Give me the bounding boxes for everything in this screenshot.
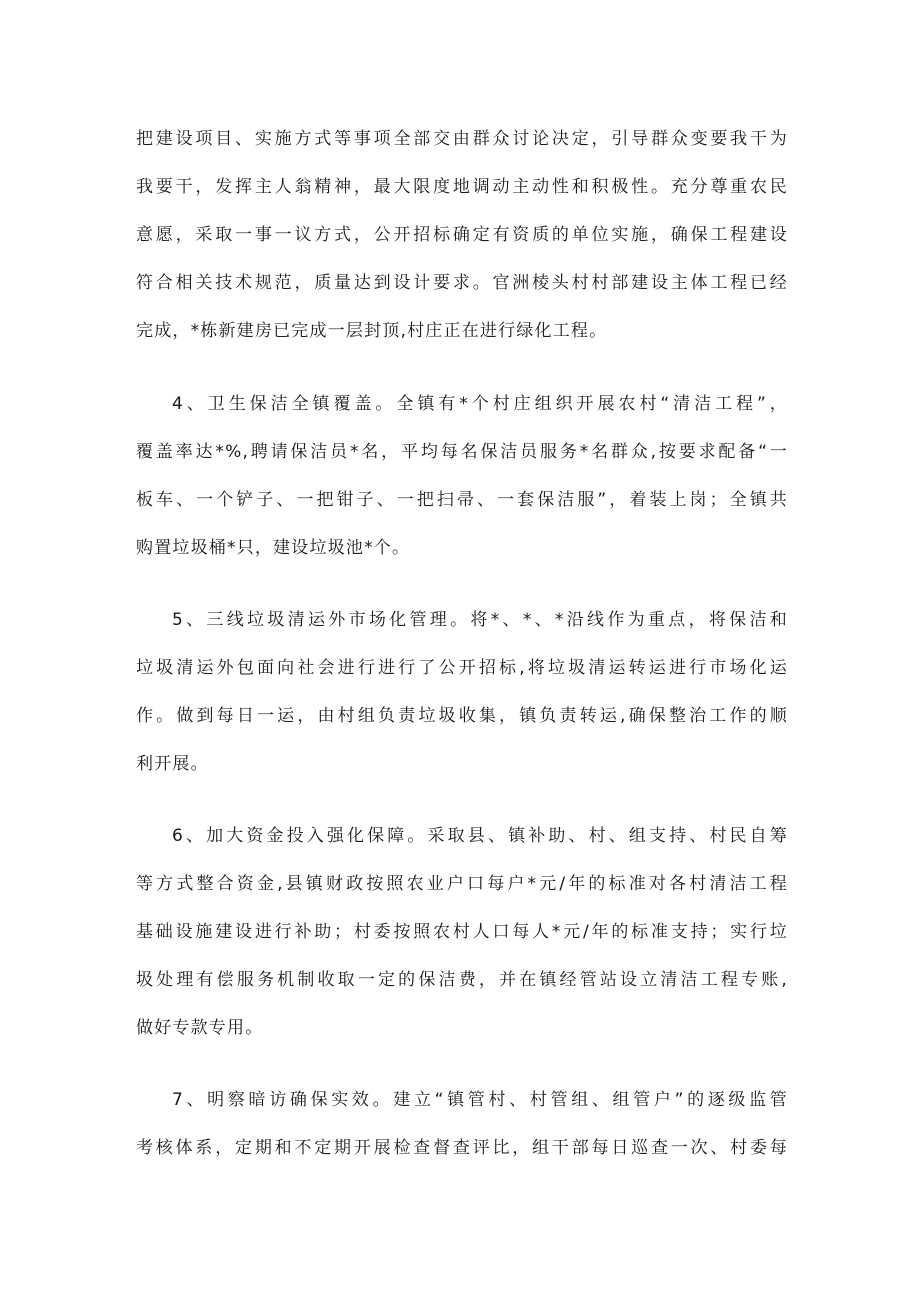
text-line: 板车、一个铲子、一把钳子、一把扫帚、一套保洁服”，着装上岗；全镇共 bbox=[136, 490, 788, 510]
text-line: 等方式整合资金,县镇财政按照农业户口每户*元/年的标准对各村清洁工程 bbox=[136, 874, 788, 894]
paragraph-inspection bbox=[136, 1076, 788, 1172]
text-line: 7、明察暗访确保实效。建立“镇管村、村管组、组管户”的逐级监管 bbox=[172, 1090, 788, 1110]
text-line: 利开展。 bbox=[136, 754, 209, 774]
text-line: 圾处理有偿服务机制收取一定的保洁费，并在镇经管站设立清洁工程专账, bbox=[136, 970, 788, 990]
text-line: 作。做到每日一运，由村组负责垃圾收集，镇负责转运,确保整治工作的顺 bbox=[136, 706, 788, 726]
text-line: 6、加大资金投入强化保障。采取县、镇补助、村、组支持、村民自筹 bbox=[172, 826, 788, 846]
text-line: 把建设项目、实施方式等事项全部交由群众讨论决定，引导群众变要我干为 bbox=[136, 129, 788, 149]
text-line: 我要干，发挥主人翁精神，最大限度地调动主动性和积极性。充分尊重农民 bbox=[136, 177, 788, 197]
paragraph-funding bbox=[136, 812, 788, 1052]
paragraph-village-construction bbox=[136, 115, 788, 355]
text-line: 符合相关技术规范，质量达到设计要求。官洲棱头村村部建设主体工程已经 bbox=[136, 273, 788, 293]
text-line: 意愿，采取一事一议方式，公开招标确定有资质的单位实施，确保工程建设 bbox=[136, 225, 788, 245]
text-line: 4、卫生保洁全镇覆盖。全镇有*个村庄组织开展农村“清洁工程”， bbox=[172, 394, 788, 414]
text-line: 购置垃圾桶*只，建设垃圾池*个。 bbox=[136, 538, 411, 558]
text-line: 完成，*栋新建房已完成一层封顶,村庄正在进行绿化工程。 bbox=[136, 321, 608, 341]
text-line: 覆盖率达*%,聘请保洁员*名，平均每名保洁员服务*名群众,按要求配备“一 bbox=[136, 442, 788, 462]
paragraph-garbage-outsourcing bbox=[136, 596, 788, 788]
paragraph-sanitation-coverage bbox=[136, 380, 788, 572]
text-line: 考核体系，定期和不定期开展检查督查评比，组干部每日巡查一次、村委每 bbox=[136, 1138, 788, 1158]
text-line: 垃圾清运外包面向社会进行进行了公开招标,将垃圾清运转运进行市场化运 bbox=[136, 658, 788, 678]
text-line: 5、三线垃圾清运外市场化管理。将*、*、*沿线作为重点，将保洁和 bbox=[172, 610, 788, 630]
text-line: 做好专款专用。 bbox=[136, 1018, 264, 1038]
text-line: 基础设施建设进行补助；村委按照农村人口每人*元/年的标准支持；实行垃 bbox=[136, 922, 788, 942]
